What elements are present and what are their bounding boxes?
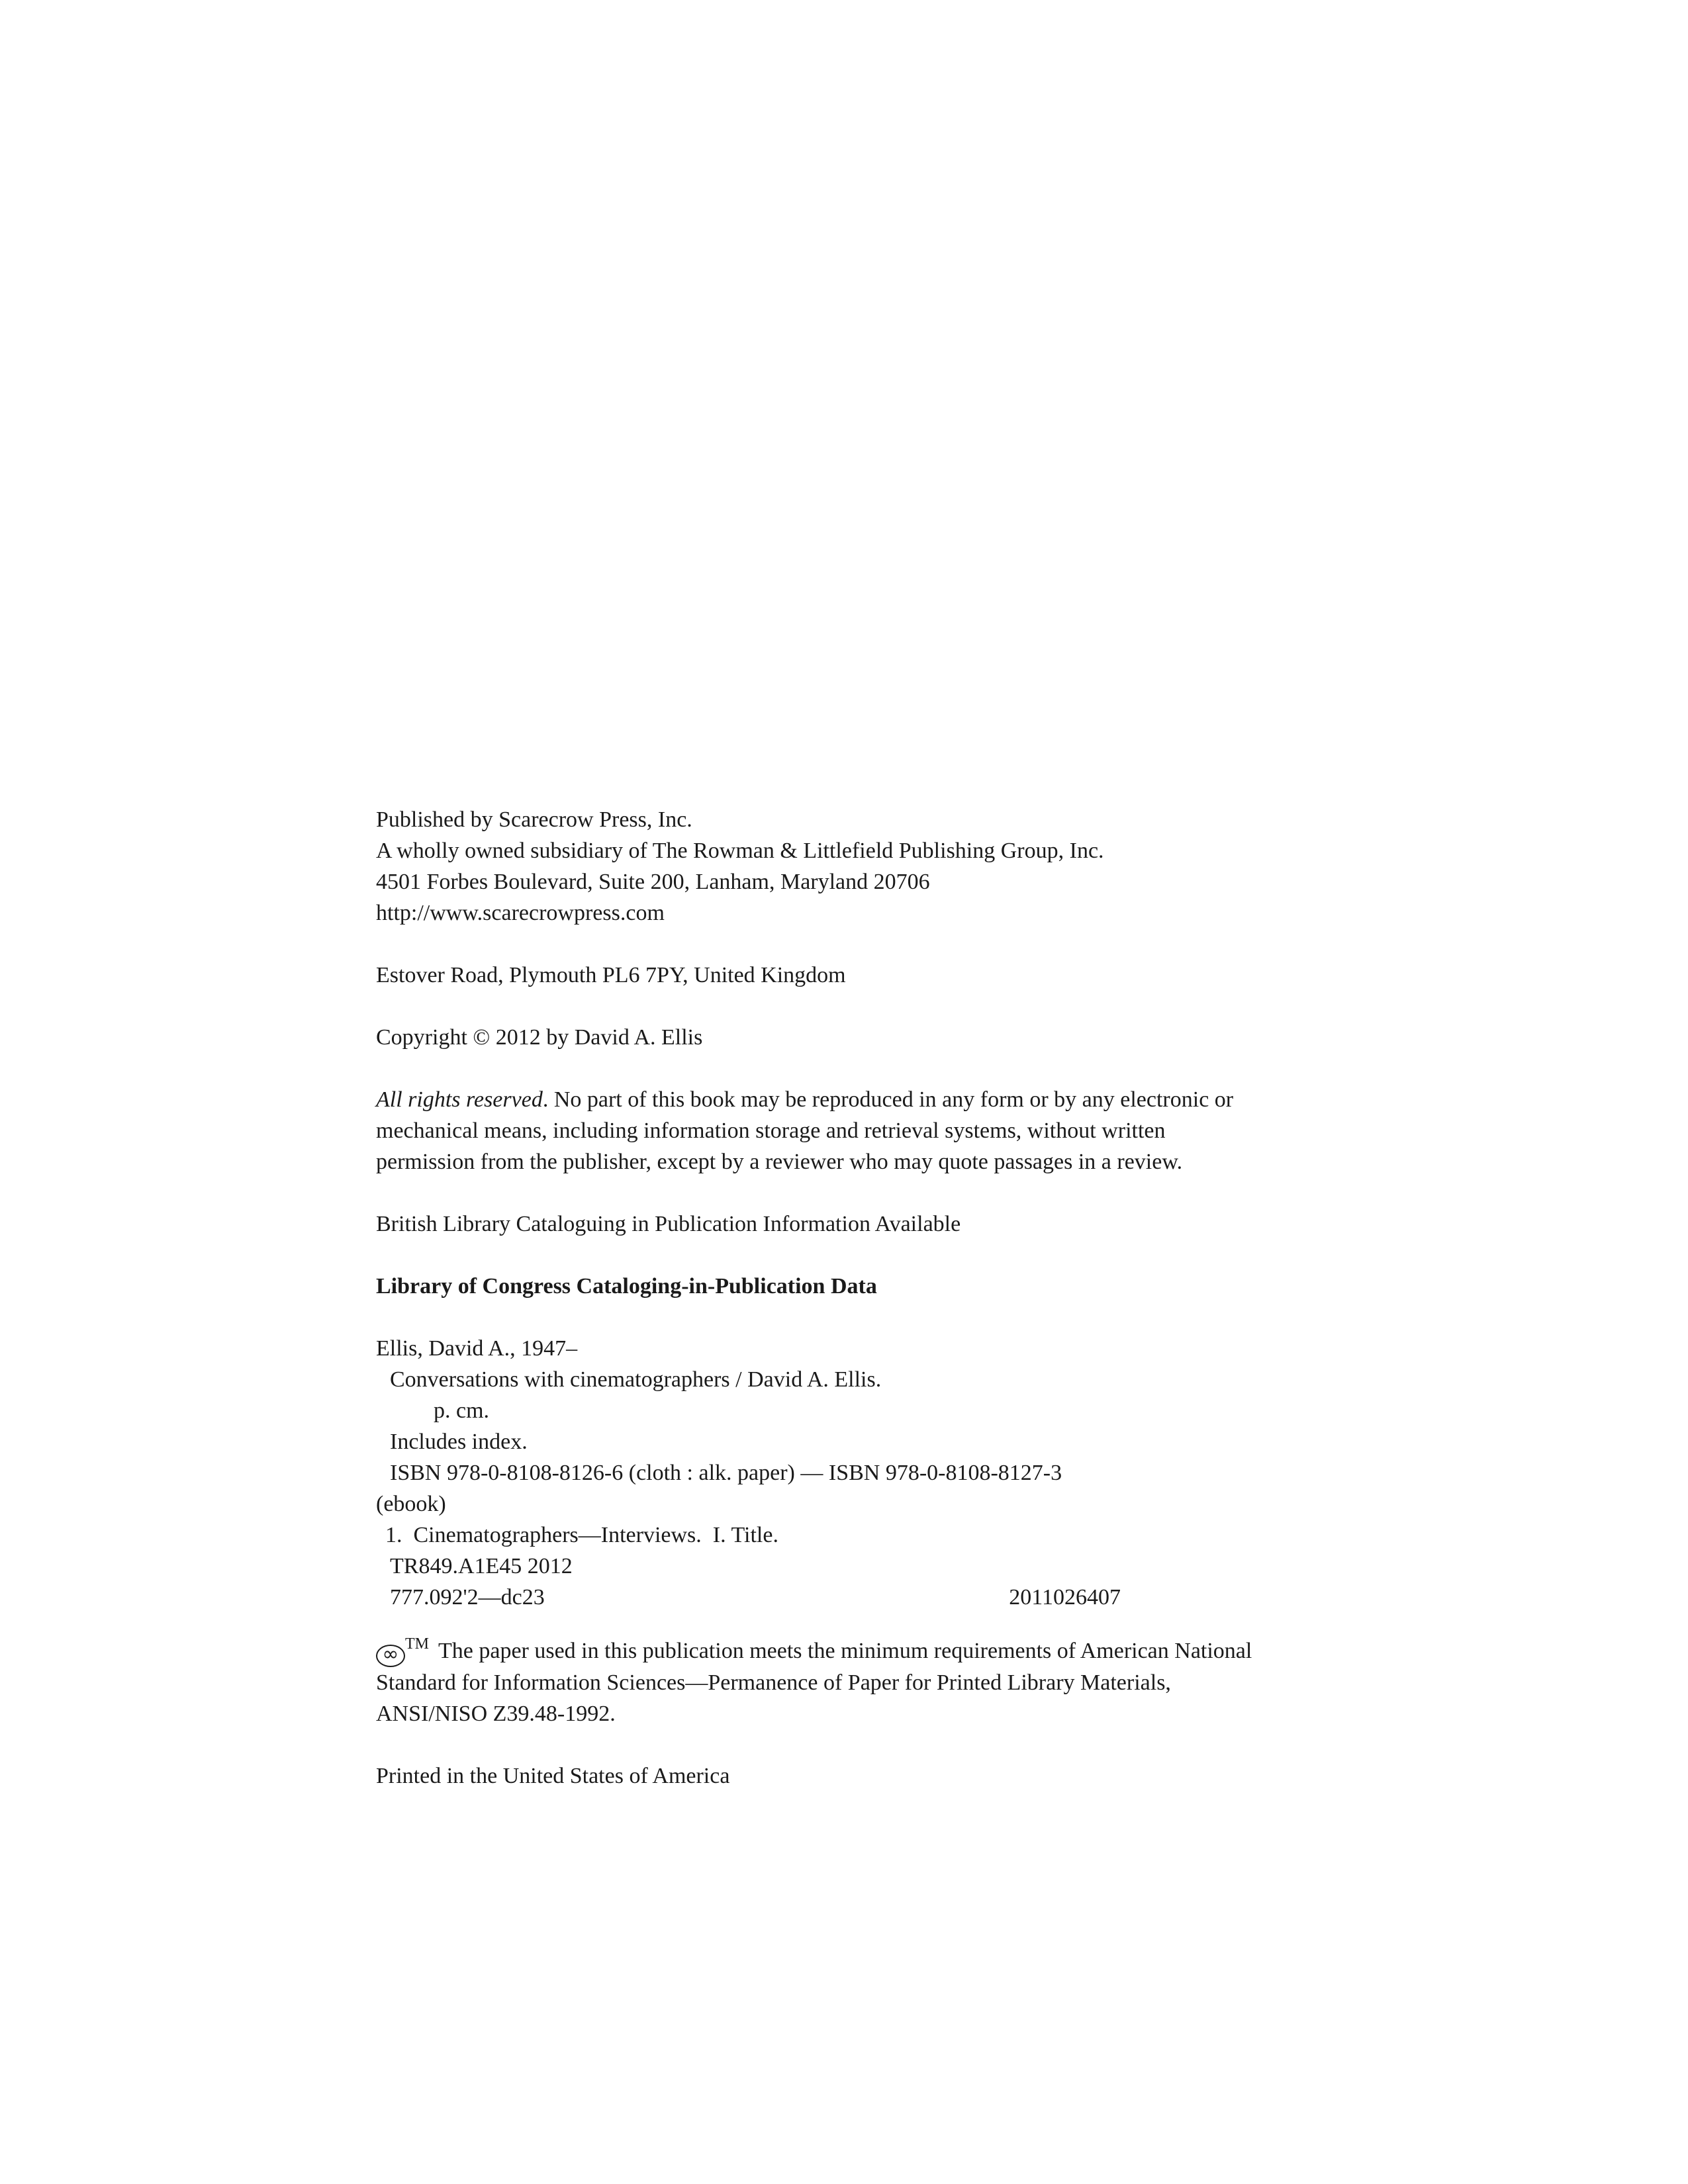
uk-address: Estover Road, Plymouth PL6 7PY, United Kingdom <box>376 963 846 987</box>
cip-title: Conversations with cinematographers / David A. Ellis. <box>390 1367 882 1392</box>
spacer <box>376 929 1303 960</box>
trademark-mark: TM <box>405 1635 429 1653</box>
cip-pages: p. cm. <box>434 1398 490 1423</box>
publisher-address: 4501 Forbes Boulevard, Suite 200, Lanham, Maryland 20706 <box>376 870 930 894</box>
publisher-name: Published by Scarecrow Press, Inc. <box>376 807 692 832</box>
cip-lc-class: TR849.A1E45 2012 <box>390 1554 573 1578</box>
copyright-page <box>376 804 1303 1792</box>
spacer <box>376 991 1303 1022</box>
cip-block <box>376 1333 1303 1613</box>
cip-dewey: 777.092'2—dc23 <box>390 1585 545 1610</box>
copyright-notice: Copyright © 2012 by David A. Ellis <box>376 1025 703 1050</box>
british-library-note: British Library Cataloguing in Publication Information Available <box>376 1212 961 1236</box>
rights-text: . No part of this book may be reproduced in any form or by any electronic or mechanical means, including information storage and retrieval systems, without written permission from the publisher, except by a reviewer who may quote passages in a review. <box>376 1087 1234 1174</box>
spacer <box>376 1240 1303 1271</box>
spacer <box>376 1302 1303 1333</box>
spacer <box>376 1729 1303 1760</box>
spacer <box>376 1613 1303 1629</box>
cip-lccn: 2011026407 <box>1009 1585 1121 1610</box>
cip-index: Includes index. <box>390 1430 528 1454</box>
publisher-url: http://www.scarecrowpress.com <box>376 901 665 925</box>
publisher-parent: A wholly owned subsidiary of The Rowman & Littlefield Publishing Group, Inc. <box>376 839 1104 863</box>
cip-subjects: 1. Cinematographers—Interviews. I. Title. <box>385 1523 778 1547</box>
infinity-permanent-paper-icon: ∞ <box>376 1645 405 1667</box>
spacer <box>376 1053 1303 1084</box>
cip-isbn: ISBN 978-0-8108-8126-6 (cloth : alk. paper) — ISBN 978-0-8108-8127-3 <box>390 1461 1062 1485</box>
cip-isbn-cont: (ebook) <box>376 1492 446 1516</box>
loc-cip-heading: Library of Congress Cataloging-in-Publication Data <box>376 1274 877 1298</box>
paper-notice <box>376 1629 1263 1729</box>
cip-author: Ellis, David A., 1947– <box>376 1336 578 1361</box>
cip-dewey-row <box>376 1582 1121 1613</box>
rights-statement <box>376 1084 1263 1177</box>
paper-notice-text: The paper used in this publication meets the minimum requirements of American National Standard for Information Sciences—Permanence of Paper for Printed Library Materials, ANSI/NISO Z39.48-1992. <box>376 1639 1252 1726</box>
spacer <box>376 1177 1303 1208</box>
rights-lead: All rights reserved <box>376 1087 543 1112</box>
printed-in: Printed in the United States of America <box>376 1764 730 1788</box>
